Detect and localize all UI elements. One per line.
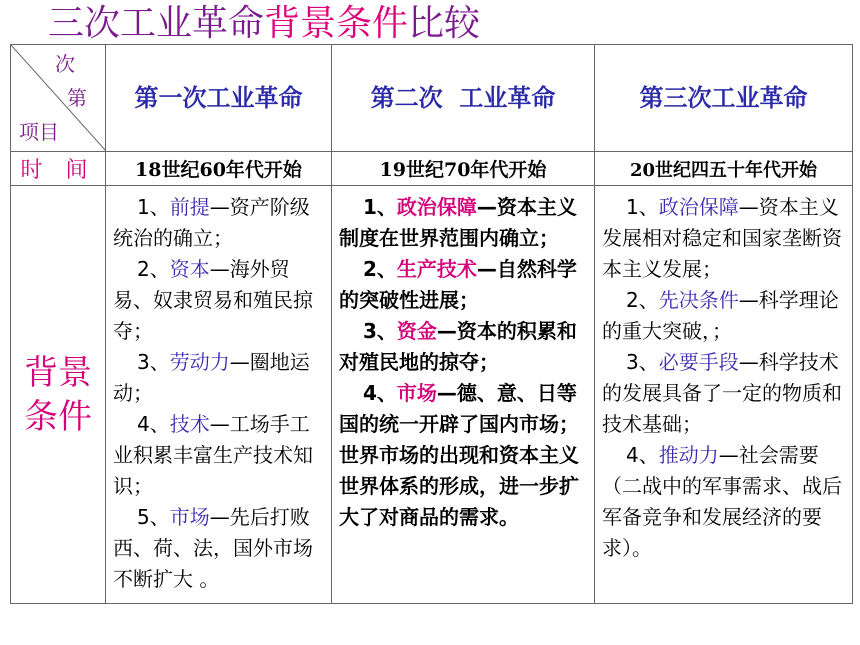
item-number: 1、 (363, 195, 397, 219)
item-text: —德、意、日等国的统一开辟了国内市场；世界市场的出现和资本主义世界体系的形成，进一步扩大了对商品的需求。 (339, 381, 579, 529)
header-third-label: 第三次工业革命 (639, 83, 808, 112)
item-keyword: 生产技术 (396, 257, 477, 281)
header-first-label: 第一次工业革命 (134, 83, 303, 112)
item-number: 3、 (626, 350, 659, 374)
item-keyword: 市场 (169, 505, 210, 529)
item-keyword: 市场 (396, 381, 437, 405)
item-text: —工场手工业积累丰富生产技术知识； (113, 412, 313, 498)
item-text: —圈地运动； (113, 350, 310, 405)
header-first-revolution (106, 45, 332, 152)
corner-label-ci: 次 (55, 52, 75, 76)
item-text: —科学理论的重大突破，； (602, 288, 839, 343)
item-number: 5、 (137, 505, 170, 529)
list-item (339, 254, 588, 316)
title-part-3: 比较 (408, 3, 481, 44)
list-item (602, 440, 846, 564)
item-keyword: 推动力 (658, 443, 719, 467)
header-second-label: 第二次 工业革命 (370, 83, 556, 112)
item-text: —资本主义制度在世界范围内确立； (339, 195, 577, 250)
list-item (113, 254, 325, 347)
item-keyword: 资本 (169, 257, 210, 281)
comparison-table (10, 44, 853, 604)
item-text: —自然科学的突破性进展； (339, 257, 577, 312)
item-keyword: 劳动力 (169, 350, 230, 374)
list-item (113, 192, 325, 254)
item-keyword: 必要手段 (658, 350, 739, 374)
item-number: 4、 (137, 412, 170, 436)
item-number: 1、 (626, 195, 659, 219)
item-number: 3、 (137, 350, 170, 374)
item-number: 2、 (137, 257, 170, 281)
background-first-column (106, 186, 332, 604)
item-keyword: 技术 (169, 412, 210, 436)
list-item (602, 285, 846, 347)
item-keyword: 先决条件 (658, 288, 739, 312)
title-part-1: 三次工业革命 (48, 3, 265, 44)
list-item (602, 192, 846, 285)
list-item (602, 347, 846, 440)
item-number: 4、 (626, 443, 659, 467)
item-number: 1、 (137, 195, 170, 219)
item-keyword: 资金 (396, 319, 437, 343)
list-item (113, 347, 325, 409)
page-title (48, 4, 480, 44)
item-keyword: 前提 (169, 195, 210, 219)
list-item (113, 502, 325, 595)
item-keyword: 政治保障 (396, 195, 477, 219)
corner-label-xiangmu: 项目 (19, 120, 59, 144)
background-label (11, 186, 106, 604)
item-number: 3、 (363, 319, 397, 343)
background-third-column (595, 186, 853, 604)
background-label-line1: 背景 (24, 352, 92, 393)
item-text: —资产阶级统治的确立； (113, 195, 310, 250)
background-row (11, 186, 853, 604)
title-part-2: 背景条件 (264, 3, 409, 44)
list-item (113, 409, 325, 502)
item-keyword: 政治保障 (658, 195, 739, 219)
item-text: —资本的积累和对殖民地的掠夺； (339, 319, 577, 374)
corner-label-di: 第 (67, 86, 87, 110)
item-text: —海外贸易、奴隶贸易和殖民掠夺； (113, 257, 313, 343)
item-text: —先后打败西、荷、法，国外市场不断扩大 。 (113, 505, 313, 591)
corner-cell (11, 45, 106, 152)
list-item (339, 316, 588, 378)
time-value-first: 18世纪60年代开始 (106, 152, 332, 186)
header-third-revolution (595, 45, 853, 152)
background-second-column (332, 186, 595, 604)
item-number: 4、 (363, 381, 397, 405)
background-label-line2: 条件 (24, 396, 92, 437)
list-item (339, 192, 588, 254)
item-number: 2、 (626, 288, 659, 312)
header-second-revolution (332, 45, 595, 152)
item-text: —科学技术的发展具备了一定的物质和技术基础； (602, 350, 842, 436)
item-number: 2、 (363, 257, 397, 281)
item-text: —社会需要（二战中的军事需求、战后军备竞争和发展经济的要求）。 (602, 443, 842, 560)
list-item (339, 378, 588, 533)
time-value-second: 19世纪70年代开始 (332, 152, 595, 186)
header-row (11, 45, 853, 152)
time-value-third: 20世纪四五十年代开始 (595, 152, 853, 186)
time-label: 时 间 (11, 152, 106, 186)
item-text: —资本主义发展相对稳定和国家垄断资本主义发展； (602, 195, 842, 281)
time-row (11, 152, 853, 186)
